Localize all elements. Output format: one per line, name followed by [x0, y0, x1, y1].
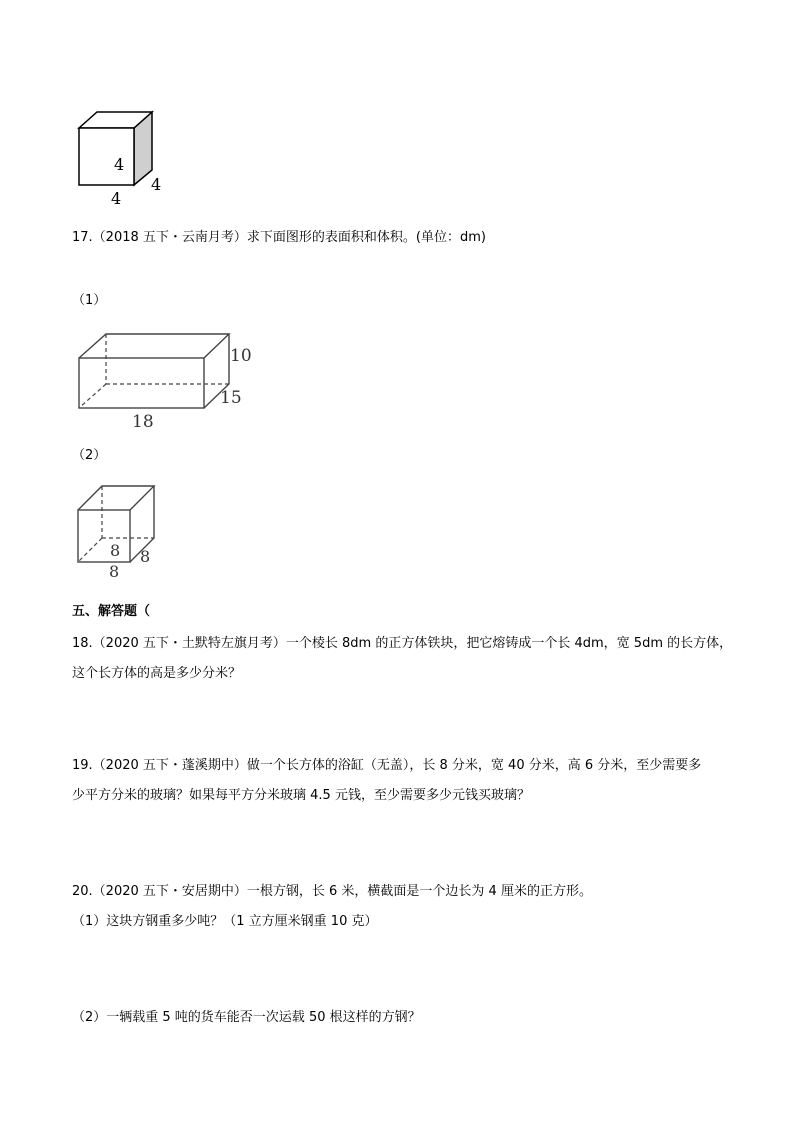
- section5-heading: 五、解答题（: [72, 604, 151, 619]
- cube-front-label: 4: [114, 155, 125, 174]
- box2-figure: [72, 482, 162, 584]
- box2-bottom-label: 8: [109, 562, 120, 580]
- box1-width-label: 15: [220, 388, 242, 408]
- q20-line1: 20.（2020 五下・安居期中）一根方钢，长 6 米，横截面是一个边长为 4 厘米的正方形。: [72, 884, 592, 899]
- q18-line1: 18.（2020 五下・土默特左旗月考）一个棱长 8dm 的正方体铁块，把它熔铸成一个长 4dm，宽 5dm 的长方体，: [72, 636, 733, 651]
- box1-length-label: 18: [132, 412, 154, 432]
- box1-figure: [74, 330, 264, 439]
- q20-part1: （1）这块方钢重多少吨？（1 立方厘米钢重 10 克）: [72, 914, 378, 929]
- box2-front-label: 8: [110, 541, 121, 560]
- cube-side-label: 4: [151, 175, 162, 194]
- box2-side-label: 8: [140, 547, 151, 566]
- q19-line1: 19.（2020 五下・蓬溪期中）做一个长方体的浴缸（无盖），长 8 分米，宽 40 分米，高 6 分米，至少需要多: [72, 758, 702, 773]
- q19-line2: 少平方分米的玻璃？如果每平方分米玻璃 4.5 元钱，至少需要多少元钱买玻璃？: [72, 788, 530, 803]
- q17-sub2: （2）: [72, 448, 107, 463]
- q17-title: 17.（2018 五下・云南月考）求下面图形的表面积和体积。(单位：dm): [72, 230, 486, 245]
- cube-figure: [74, 108, 174, 212]
- cube-bottom-label: 4: [111, 189, 122, 208]
- q20-part2: （2）一辆载重 5 吨的货车能否一次运载 50 根这样的方钢？: [72, 1010, 421, 1025]
- q17-sub1: （1）: [72, 293, 107, 308]
- box1-height-label: 10: [230, 346, 252, 366]
- q18-line2: 这个长方体的高是多少分米？: [72, 666, 242, 681]
